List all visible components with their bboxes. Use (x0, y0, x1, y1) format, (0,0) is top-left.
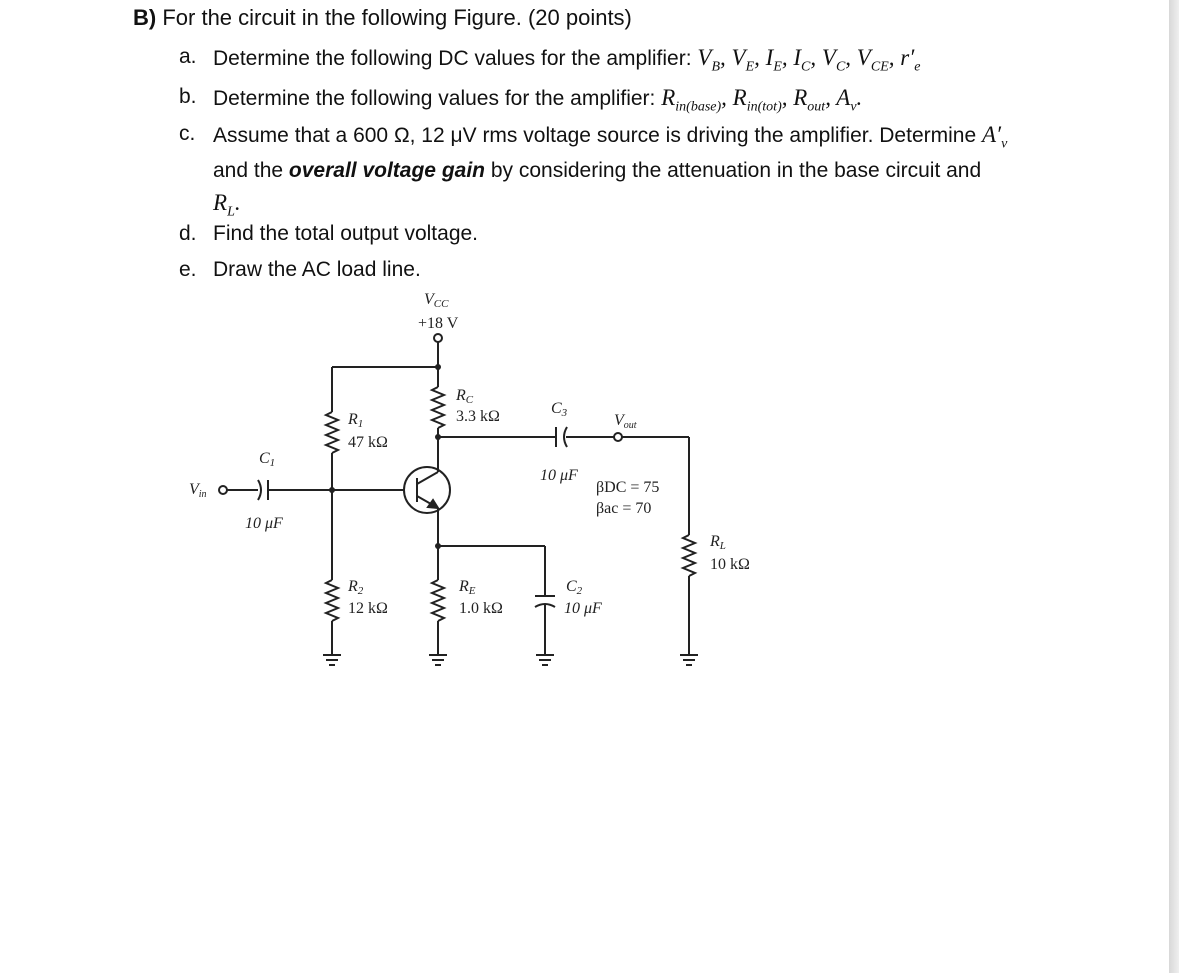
item-marker: a. (179, 45, 197, 68)
c1-label: C1 (259, 450, 276, 469)
rl-label: RL (710, 533, 726, 552)
item-text: Determine the following DC values for the amplifier: (213, 47, 692, 70)
r1-resistor (326, 412, 338, 453)
item-text: by considering the attenuation in the base circuit and (490, 159, 982, 182)
rc-resistor (432, 387, 444, 428)
vin-label: Vin (189, 481, 207, 500)
question-text: For the circuit in the following Figure. (20 points) (162, 5, 632, 30)
beta-dc: βDC = 75 (596, 479, 660, 496)
item-marker: e. (179, 258, 197, 281)
vcc-label: VCC (424, 291, 449, 310)
vcc-terminal (434, 334, 442, 342)
rc-label: RC (456, 387, 474, 406)
ground-symbols (323, 655, 698, 665)
item-text: Draw the AC load line. (213, 258, 421, 281)
item-text: and the (213, 159, 284, 182)
c2-value: 10 μF (564, 600, 602, 617)
math-expression: $V_B$, $V_E$, $I_E$, $I_C$, $V_C$, $V_{CE}$, $r'_e$ (697, 45, 921, 75)
c2-label: C2 (566, 578, 583, 597)
re-label: RE (459, 578, 476, 597)
vout-label: Vout (614, 412, 637, 431)
item-text: Determine the following values for the amplifier: (213, 87, 656, 110)
r2-label: R2 (348, 578, 364, 597)
math-expression: $A'_v$ (981, 122, 1008, 152)
r1-label: R1 (348, 411, 364, 430)
question-number: B) (133, 5, 157, 30)
r1-value: 47 kΩ (348, 434, 388, 451)
beta-ac: βac = 70 (596, 500, 652, 517)
transistor-symbol (404, 467, 450, 513)
rc-value: 3.3 kΩ (456, 408, 500, 425)
r2-resistor (326, 580, 338, 621)
re-resistor (432, 580, 444, 621)
item-marker: d. (179, 222, 197, 245)
rl-value: 10 kΩ (710, 556, 750, 573)
vcc-value: +18 V (418, 315, 459, 332)
re-value: 1.0 kΩ (459, 600, 503, 617)
vin-terminal (219, 486, 227, 494)
c3-value: 10 μF (540, 467, 578, 484)
vout-terminal (614, 433, 622, 441)
item-marker: c. (179, 122, 196, 145)
emphasized-text: overall voltage gain (288, 159, 485, 182)
c3-label: C3 (551, 400, 568, 419)
c1-plate-left (258, 480, 261, 500)
item-text: Find the total output voltage. (213, 222, 479, 245)
page-edge (1169, 0, 1179, 973)
item-text: Assume that a 600 Ω, 12 μV rms voltage source is driving the amplifier. Determine (213, 124, 977, 147)
c1-value: 10 μF (245, 515, 283, 532)
item-marker: b. (179, 85, 197, 108)
math-expression: $R_{in(base)}$, $R_{in(tot)}$, $R_{out}$, $A_v$. (661, 85, 863, 115)
rl-resistor (683, 535, 695, 576)
r2-value: 12 kΩ (348, 600, 388, 617)
math-expression: $R_L$. (213, 190, 241, 220)
